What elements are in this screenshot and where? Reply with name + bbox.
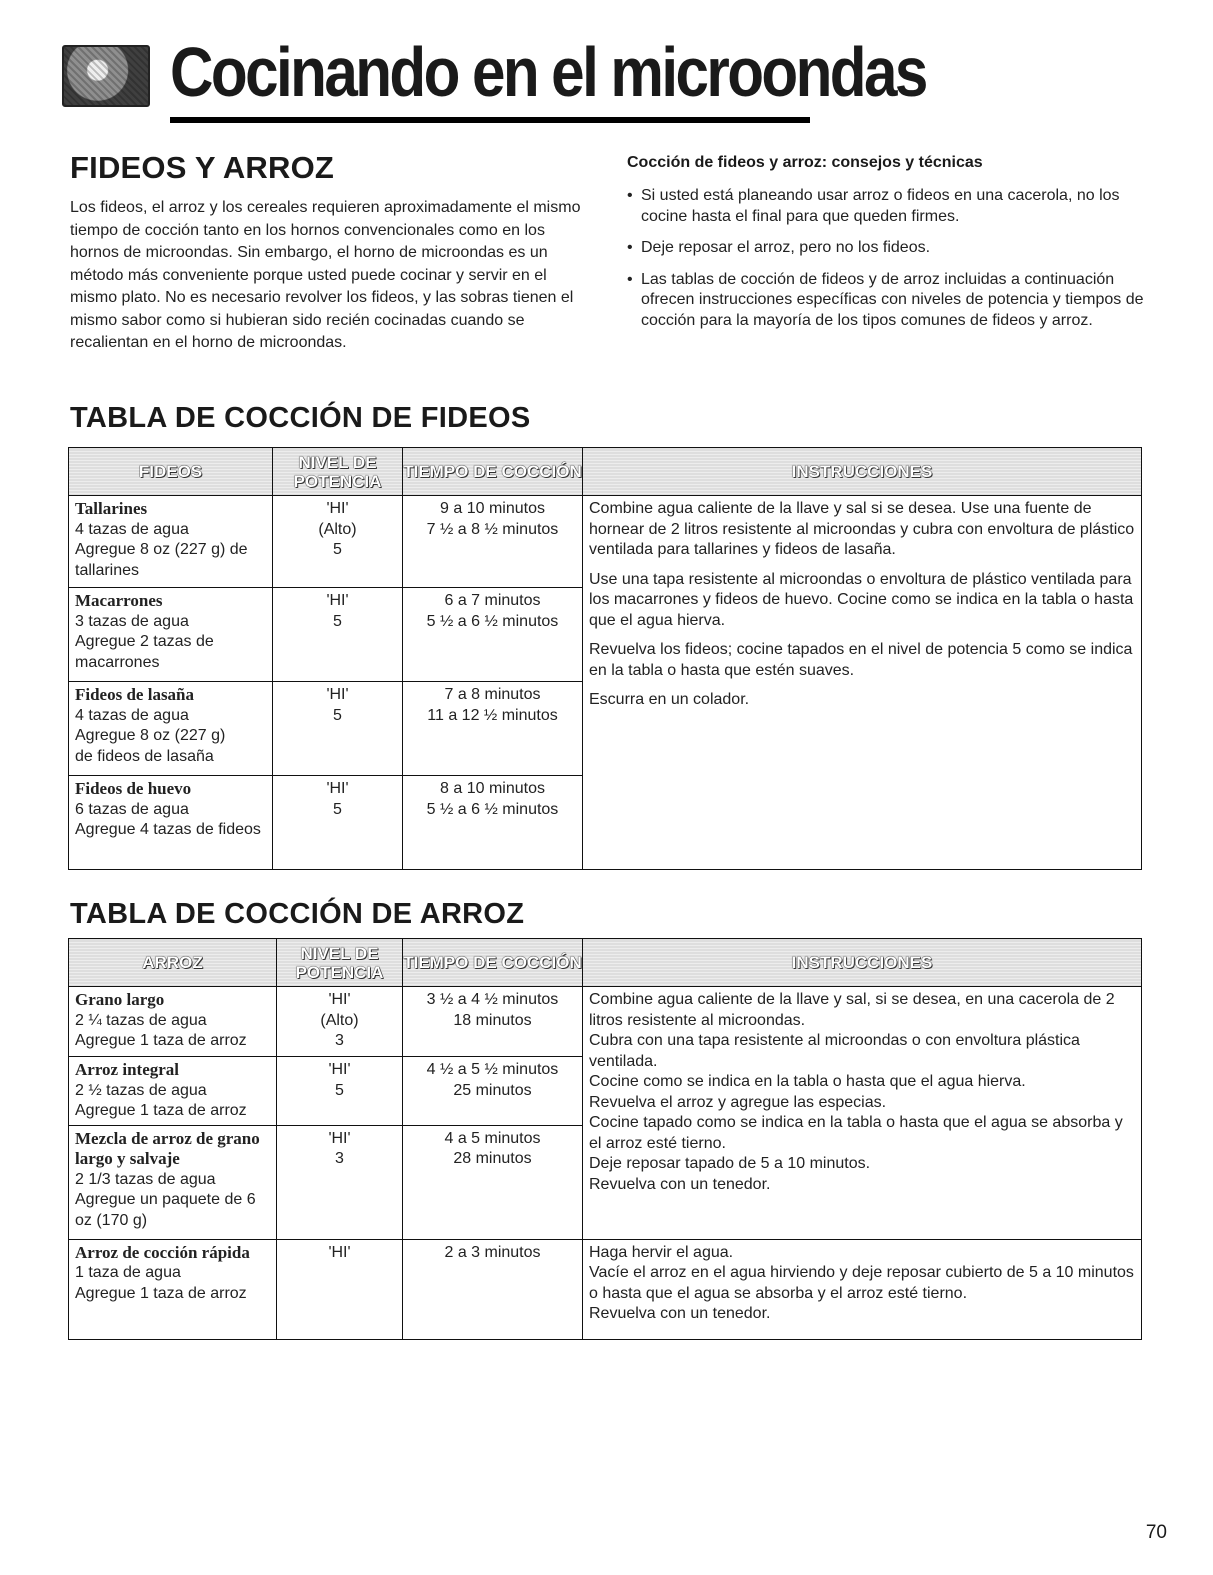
column-header: NIVEL DE POTENCIA — [273, 448, 403, 496]
food-cell: Arroz integral 2 ½ tazas de agua Agregue 1 taza de arroz — [69, 1057, 277, 1126]
food-cell: Mezcla de arroz de grano largo y salvaje 2 1/3 tazas de agua Agregue un paquete de 6 oz (170 g) — [69, 1125, 277, 1239]
time-cell: 4 ½ a 5 ½ minutos 25 minutos — [403, 1057, 583, 1126]
time-cell: 7 a 8 minutos 11 a 12 ½ minutos — [403, 682, 583, 776]
column-header: INSTRUCCIONES — [583, 448, 1142, 496]
time-cell: 8 a 10 minutos 5 ½ a 6 ½ minutos — [403, 776, 583, 870]
rice-cooking-table — [68, 938, 1142, 1340]
food-cell: Tallarines 4 tazas de agua Agregue 8 oz (227 g) de tallarines — [69, 496, 273, 588]
table-row — [69, 496, 1142, 588]
column-header: FIDEOS — [69, 448, 273, 496]
instructions-cell: Combine agua caliente de la llave y sal si se desea. Use una fuente de hornear de 2 litros resistente al microondas y cubra con envoltura de plástico ventilada para tallarines y fideos de lasaña. Use una tapa resistente al microondas o envoltura de plástico ventilada para los macarrones y fideos de huevo. Cocine como se indica en la tabla o hasta que el agua hierva. Revuelva los fideos; cocine tapados en el nivel de potencia 5 como se indica en la tabla o hasta que estén suaves. Escurra en un colador. — [583, 496, 1142, 870]
power-cell: 'HI' — [277, 1239, 403, 1339]
title-rule — [170, 117, 810, 123]
page-number: 70 — [1145, 1522, 1167, 1543]
table-row — [69, 987, 1142, 1057]
time-cell: 4 a 5 minutos 28 minutos — [403, 1125, 583, 1239]
microwave-photo-icon — [62, 45, 150, 107]
power-cell: 'HI' 5 — [277, 1057, 403, 1126]
power-cell: 'HI' 3 — [277, 1125, 403, 1239]
food-cell: Fideos de huevo 6 tazas de agua Agregue 4 tazas de fideos — [69, 776, 273, 870]
noodle-cooking-table — [68, 447, 1142, 870]
food-cell: Grano largo 2 ¼ tazas de agua Agregue 1 taza de arroz — [69, 987, 277, 1057]
time-cell: 3 ½ a 4 ½ minutos 18 minutos — [403, 987, 583, 1057]
food-cell: Arroz de cocción rápida 1 taza de agua Agregue 1 taza de arroz — [69, 1239, 277, 1339]
page-title: Cocinando en el microondas — [170, 33, 926, 111]
power-cell: 'HI' 5 — [273, 682, 403, 776]
time-cell: 2 a 3 minutos — [403, 1239, 583, 1339]
intro-paragraph: Los fideos, el arroz y los cereales requieren aproximadamente el mismo tiempo de cocción tanto en los hornos convencionales como en los hornos de microondas. Sin embargo, el horno de microondas es un método más conveniente porque usted puede cocinar y servir en el mismo plato. No es necesario revolver los fideos, y las sobras tienen el mismo sabor como si hubieran sido recién cocinadas cuando se recalientan en el horno de microondas. — [70, 199, 581, 351]
table-row — [69, 1239, 1142, 1339]
time-cell: 9 a 10 minutos 7 ½ a 8 ½ minutos — [403, 496, 583, 588]
instructions-cell: Combine agua caliente de la llave y sal, si se desea, en una cacerola de 2 litros resistente al microondas. Cubra con una tapa resistente al microondas o con envoltura plástica ventilada. Cocine como se indica en la tabla o hasta que el agua hierva. Revuelva el arroz y agregue las especias. Cocine tapado como se indica en la tabla o hasta que el agua se absorba y el arroz esté tierno. Deje reposar tapado de 5 a 10 minutos. Revuelva con un tenedor. — [583, 987, 1142, 1240]
tips-list — [627, 186, 1157, 342]
power-cell: 'HI' (Alto) 3 — [277, 987, 403, 1057]
rice-table-title: TABLA DE COCCIÓN DE ARROZ — [70, 898, 525, 930]
column-header: TIEMPO DE COCCIÓN — [403, 939, 583, 987]
column-header: ARROZ — [69, 939, 277, 987]
instructions-cell: Haga hervir el agua. Vacíe el arroz en el agua hirviendo y deje reposar cubierto de 5 a 10 minutos o hasta que el agua se absorba y el arroz esté tierno. Revuelva con un tenedor. — [583, 1239, 1142, 1339]
tip-item: • Deje reposar el arroz, pero no los fideos. — [627, 238, 1157, 259]
tips-heading: Cocción de fideos y arroz: consejos y técnicas — [627, 154, 983, 171]
column-header: TIEMPO DE COCCIÓN — [403, 448, 583, 496]
power-cell: 'HI' 5 — [273, 776, 403, 870]
power-cell: 'HI' (Alto) 5 — [273, 496, 403, 588]
column-header: NIVEL DE POTENCIA — [277, 939, 403, 987]
time-cell: 6 a 7 minutos 5 ½ a 6 ½ minutos — [403, 588, 583, 682]
tip-item: • Las tablas de cocción de fideos y de arroz incluidas a continuación ofrecen instrucciones específicas con niveles de potencia y tiempos de cocción para la mayoría de los tipos comunes de fideos y arroz. — [627, 270, 1157, 332]
tip-item: • Si usted está planeando usar arroz o fideos en una cacerola, no los cocine hasta el final para que queden firmes. — [627, 186, 1157, 227]
column-header: INSTRUCCIONES — [583, 939, 1142, 987]
power-cell: 'HI' 5 — [273, 588, 403, 682]
noodle-table-title: TABLA DE COCCIÓN DE FIDEOS — [70, 402, 531, 434]
food-cell: Fideos de lasaña 4 tazas de agua Agregue 8 oz (227 g) de fideos de lasaña — [69, 682, 273, 776]
section-heading: FIDEOS Y ARROZ — [70, 150, 335, 185]
food-cell: Macarrones 3 tazas de agua Agregue 2 tazas de macarrones — [69, 588, 273, 682]
